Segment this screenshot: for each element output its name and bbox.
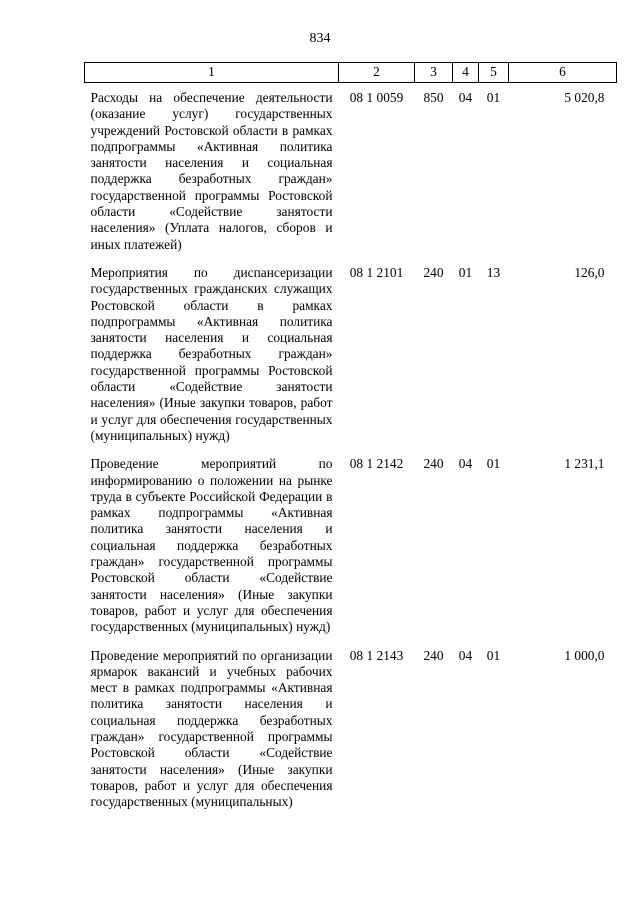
row-section: 04 bbox=[458, 647, 473, 663]
row-target-article: 08 1 0059 bbox=[349, 90, 404, 105]
header-col-5: 5 bbox=[479, 63, 509, 83]
row-subsection: 13 bbox=[486, 264, 501, 280]
row-section: 01 bbox=[458, 264, 473, 280]
row-expense-type: 240 bbox=[423, 647, 444, 663]
table-row bbox=[85, 259, 617, 450]
row-section: 04 bbox=[458, 90, 473, 105]
table-header-row bbox=[85, 63, 617, 83]
budget-table bbox=[84, 62, 617, 816]
header-col-1: 1 bbox=[85, 63, 339, 83]
row-amount: 1 231,1 bbox=[564, 456, 605, 472]
row-description: Проведение мероприятий по информированию о положении на рынке труда в субъекте Российской Федерации в рамках подпрограммы «Активная политика занятости населения и социальная поддержка безработных граждан» государственной программы Ростовской области «Содействие занятости населения» (Иные закупки товаров, работ и услуг для обеспечения государственных (муниципальных) нужд) bbox=[90, 456, 333, 635]
row-target-article: 08 1 2142 bbox=[349, 456, 404, 472]
row-expense-type: 850 bbox=[423, 90, 444, 105]
row-description: Проведение мероприятий по организации ярмарок вакансий и учебных рабочих мест в рамках подпрограммы «Активная политика занятости населения и социальная поддержка безработных граждан» государственной программы Ростовской области «Содействие занятости населения» (Иные закупки товаров, работ и услуг для обеспечения государственных (муниципальных) bbox=[90, 647, 333, 810]
row-description: Расходы на обеспечение деятельности (оказание услуг) государственных учреждений Ростовской области в рамках подпрограммы «Активная политика занятости населения и социальная поддержка безработных граждан» государственной программы Ростовской области «Содействие занятости населения» (Уплата налогов, сборов и иных платежей) bbox=[90, 90, 333, 252]
table-row bbox=[85, 83, 617, 259]
row-amount: 1 000,0 bbox=[564, 647, 605, 663]
row-section: 04 bbox=[458, 456, 473, 472]
row-target-article: 08 1 2101 bbox=[349, 264, 404, 280]
header-col-3: 3 bbox=[415, 63, 453, 83]
row-expense-type: 240 bbox=[423, 456, 444, 472]
page-number: 834 bbox=[309, 31, 331, 46]
header-col-4: 4 bbox=[453, 63, 479, 83]
row-target-article: 08 1 2143 bbox=[349, 647, 404, 663]
header-col-6: 6 bbox=[509, 63, 617, 83]
header-col-2: 2 bbox=[339, 63, 415, 83]
row-amount: 126,0 bbox=[574, 264, 605, 280]
row-description: Мероприятия по диспансеризации государственных гражданских служащих Ростовской области в рамках подпрограммы «Активная политика занятости населения и социальная поддержка безработных граждан» государственной программы Ростовской области «Содействие занятости населения» (Иные закупки товаров, работ и услуг для обеспечения государственных (муниципальных) нужд) bbox=[90, 264, 333, 443]
row-expense-type: 240 bbox=[423, 264, 444, 280]
row-amount: 5 020,8 bbox=[564, 90, 605, 105]
table-row bbox=[85, 642, 617, 817]
row-subsection: 01 bbox=[486, 90, 501, 105]
row-subsection: 01 bbox=[486, 456, 501, 472]
table-row bbox=[85, 450, 617, 641]
row-subsection: 01 bbox=[486, 647, 501, 663]
